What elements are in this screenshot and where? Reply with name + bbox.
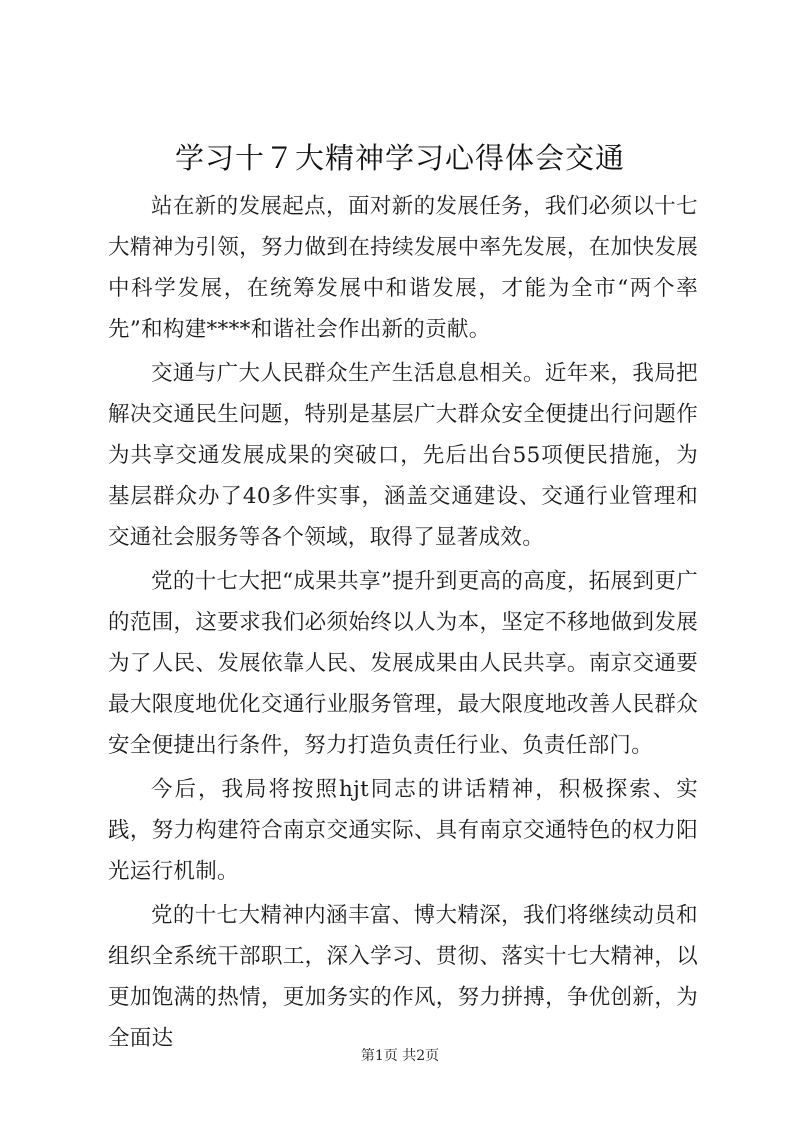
paragraph-2: 交通与广大人民群众生产生活息息相关。近年来，我局把解决交通民生问题，特别是基层广大群众安全便捷出行问题作为共享交通发展成果的突破口，先后出台55项便民措施，为基层群众办了40多件实事，涵盖交通建设、交通行业管理和交通社会服务等各个领域，取得了显著成效。 [108,361,698,550]
paragraph-3: 党的十七大把“成果共享”提升到更高的高度，拓展到更广的范围，这要求我们必须始终以人为本，坚定不移地做到发展为了人民、发展依靠人民、发展成果由人民共享。南京交通要最大限度地优化交通行业服务管理，最大限度地改善人民群众安全便捷出行条件，努力打造负责任行业、负责任部门。 [108,569,698,758]
paragraph-5: 党的十七大精神内涵丰富、博大精深，我们将继续动员和组织全系统干部职工，深入学习、贯彻、落实十七大精神，以更加饱满的热情，更加务实的作风，努力拼搏，争优创新，为全面达 [108,903,698,1051]
page-number-footer: 第1页 共2页 [360,1048,440,1064]
paragraph-4: 今后，我局将按照hjt同志的讲话精神，积极探索、实践，努力构建符合南京交通实际、具有南京交通特色的权力阳光运行机制。 [108,777,698,884]
document-body [108,186,698,1059]
paragraph-1: 站在新的发展起点，面对新的发展任务，我们必须以十七大精神为引领，努力做到在持续发展中率先发展，在加快发展中科学发展，在统筹发展中和谐发展，才能为全市“两个率先”和构建****和谐社会作出新的贡献。 [108,194,698,342]
document-title: 学习十７大精神学习心得体会交通 [174,141,625,175]
